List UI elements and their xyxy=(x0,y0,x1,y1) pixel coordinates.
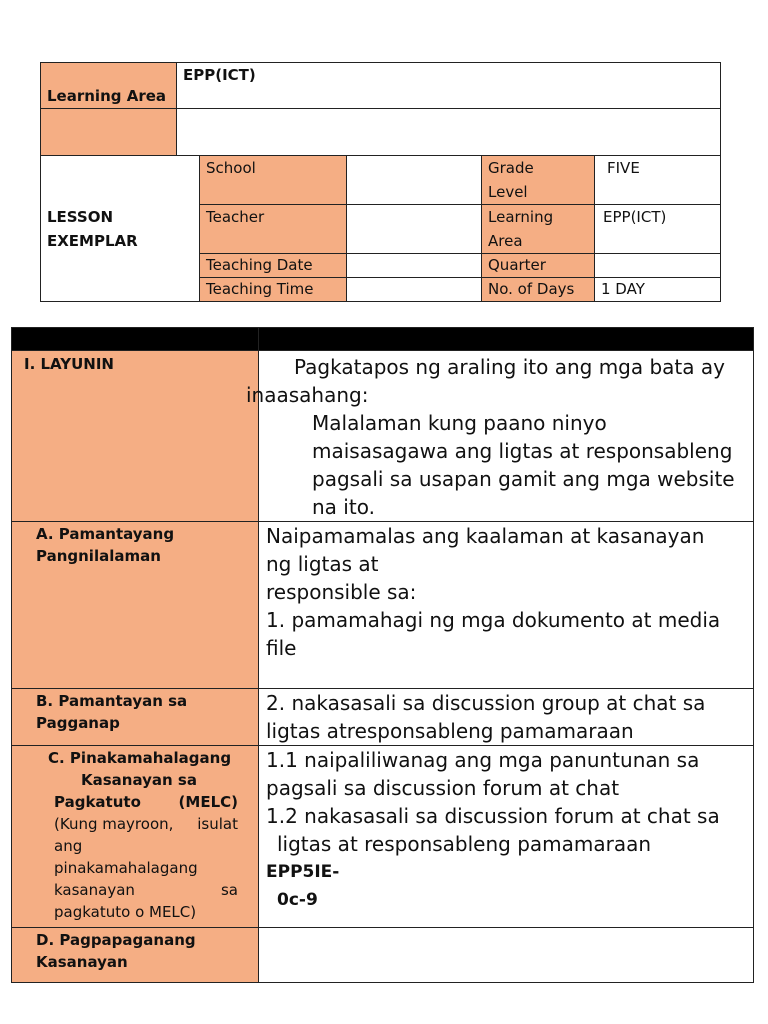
grade-level-value: FIVE xyxy=(607,159,640,177)
learning-area-label-cell xyxy=(41,63,177,109)
school-value xyxy=(347,156,482,205)
melc-note-3: pinakamahalagang xyxy=(54,859,198,877)
learning-area-value-cell xyxy=(177,63,721,109)
melc-label-3b: (MELC) xyxy=(178,793,238,811)
black-bar-left xyxy=(12,328,259,351)
melc-line3: 1.2 nakasasali sa discussion forum at chat sa xyxy=(266,804,720,828)
teaching-time-label-cell xyxy=(200,278,347,302)
melc-label-3a: Pagkatuto xyxy=(54,793,141,811)
pamantayang-row xyxy=(12,522,754,689)
melc-label-2: Kasanayan sa xyxy=(81,771,197,789)
pamantayang-line4: 1. pamamahagi ng mga dokumento at media xyxy=(266,608,721,632)
learning-area2-label-1: Learning xyxy=(488,208,554,226)
melc-note-4a: kasanayan xyxy=(54,881,135,899)
lesson-body-table xyxy=(11,327,754,983)
grade-level-label-1: Grade xyxy=(488,159,534,177)
black-header-bar xyxy=(12,328,754,351)
quarter-value xyxy=(595,254,721,278)
learning-area-label: Learning Area xyxy=(47,87,167,105)
layunin-line3: Malalaman kung paano ninyo xyxy=(312,411,607,435)
layunin-content xyxy=(246,351,754,522)
pamantayang-label-1: A. Pamantayang xyxy=(36,525,175,543)
days-label-cell xyxy=(482,278,595,302)
pagganap-label-cell xyxy=(12,689,259,746)
melc-line4: ligtas at responsableng pamamaraan xyxy=(277,832,652,856)
school-label-cell xyxy=(200,156,347,205)
grade-level-value-cell xyxy=(595,156,721,205)
learning-area2-value-cell xyxy=(595,205,721,254)
layunin-label-cell xyxy=(12,351,259,522)
melc-content xyxy=(259,746,754,928)
melc-row xyxy=(12,746,754,928)
teaching-date-label: Teaching Date xyxy=(206,256,313,274)
pagganap-line2: ligtas atresponsableng pamamaraan xyxy=(266,719,634,743)
melc-note-1b: isulat xyxy=(197,815,238,833)
layunin-line5: pagsali sa usapan gamit ang mga website xyxy=(312,467,735,491)
melc-note-5: pagkatuto o MELC) xyxy=(54,903,197,921)
quarter-label: Quarter xyxy=(488,256,546,274)
learning-area2-label-cell xyxy=(482,205,595,254)
pamantayang-line2: ng ligtas at xyxy=(266,552,379,576)
melc-code-1: EPP5IE- xyxy=(266,862,340,882)
pagganap-label-2: Pagganap xyxy=(36,714,120,732)
school-label: School xyxy=(206,159,256,177)
melc-note-1a: (Kung mayroon, xyxy=(54,815,174,833)
melc-line2: pagsali sa discussion forum at chat xyxy=(266,776,620,800)
pagpapaganang-content xyxy=(259,928,754,983)
lesson-exemplar-line2: EXEMPLAR xyxy=(47,231,138,250)
melc-line1: 1.1 naipaliliwanag ang mga panuntunan sa xyxy=(266,748,700,772)
learning-area-value: EPP(ICT) xyxy=(183,66,256,84)
pagganap-content xyxy=(259,689,754,746)
melc-label-1: C. Pinakamahalagang xyxy=(48,749,232,767)
pagpapaganang-row xyxy=(12,928,754,983)
melc-note-2: ang xyxy=(54,837,83,855)
days-label: No. of Days xyxy=(488,280,575,298)
teacher-label: Teacher xyxy=(206,208,265,226)
melc-code-2: 0c-9 xyxy=(277,890,318,910)
layunin-line2: inaasahang: xyxy=(246,383,369,407)
grade-level-label-2: Level xyxy=(488,183,528,201)
grade-level-label-cell xyxy=(482,156,595,205)
lesson-exemplar-line1: LESSON xyxy=(47,207,114,226)
layunin-line6: na ito. xyxy=(312,495,375,519)
teaching-time-value xyxy=(347,278,482,302)
lesson-exemplar-cell xyxy=(41,156,200,302)
melc-label-cell xyxy=(12,746,259,928)
pamantayang-label-2: Pangnilalaman xyxy=(36,547,161,565)
blank-label-cell xyxy=(41,109,177,156)
pagganap-line1: 2. nakasasali sa discussion group at chat sa xyxy=(266,691,706,715)
pagganap-label-1: B. Pamantayan sa xyxy=(36,692,188,710)
pagganap-row xyxy=(12,689,754,746)
melc-note-4b: sa xyxy=(220,881,238,899)
pamantayang-content xyxy=(259,522,754,689)
layunin-line4: maisasagawa ang ligtas at responsableng xyxy=(312,439,733,463)
pamantayang-line1: Naipamamalas ang kaalaman at kasanayan xyxy=(266,524,705,548)
pagpapaganang-label-1: D. Pagpapaganang xyxy=(36,931,196,949)
black-bar-right xyxy=(259,328,754,351)
days-value: 1 DAY xyxy=(601,280,645,298)
quarter-label-cell xyxy=(482,254,595,278)
header-table xyxy=(40,62,721,302)
teaching-date-label-cell xyxy=(200,254,347,278)
pamantayang-line3: responsible sa: xyxy=(266,580,417,604)
teaching-date-value xyxy=(347,254,482,278)
layunin-line1: Pagkatapos ng araling ito ang mga bata ay xyxy=(294,355,725,379)
teacher-value xyxy=(347,205,482,254)
pagpapaganang-label-2: Kasanayan xyxy=(36,953,128,971)
layunin-row xyxy=(12,351,754,522)
teaching-time-label: Teaching Time xyxy=(206,280,314,298)
days-value-cell xyxy=(595,278,721,302)
learning-area2-label-2: Area xyxy=(488,232,523,250)
pamantayang-label-cell xyxy=(12,522,259,689)
learning-area2-value: EPP(ICT) xyxy=(603,208,667,226)
layunin-label: I. LAYUNIN xyxy=(24,355,114,373)
pamantayang-line5: file xyxy=(266,636,297,660)
teacher-label-cell xyxy=(200,205,347,254)
blank-value-cell xyxy=(177,109,721,156)
pagpapaganang-label-cell xyxy=(12,928,259,983)
